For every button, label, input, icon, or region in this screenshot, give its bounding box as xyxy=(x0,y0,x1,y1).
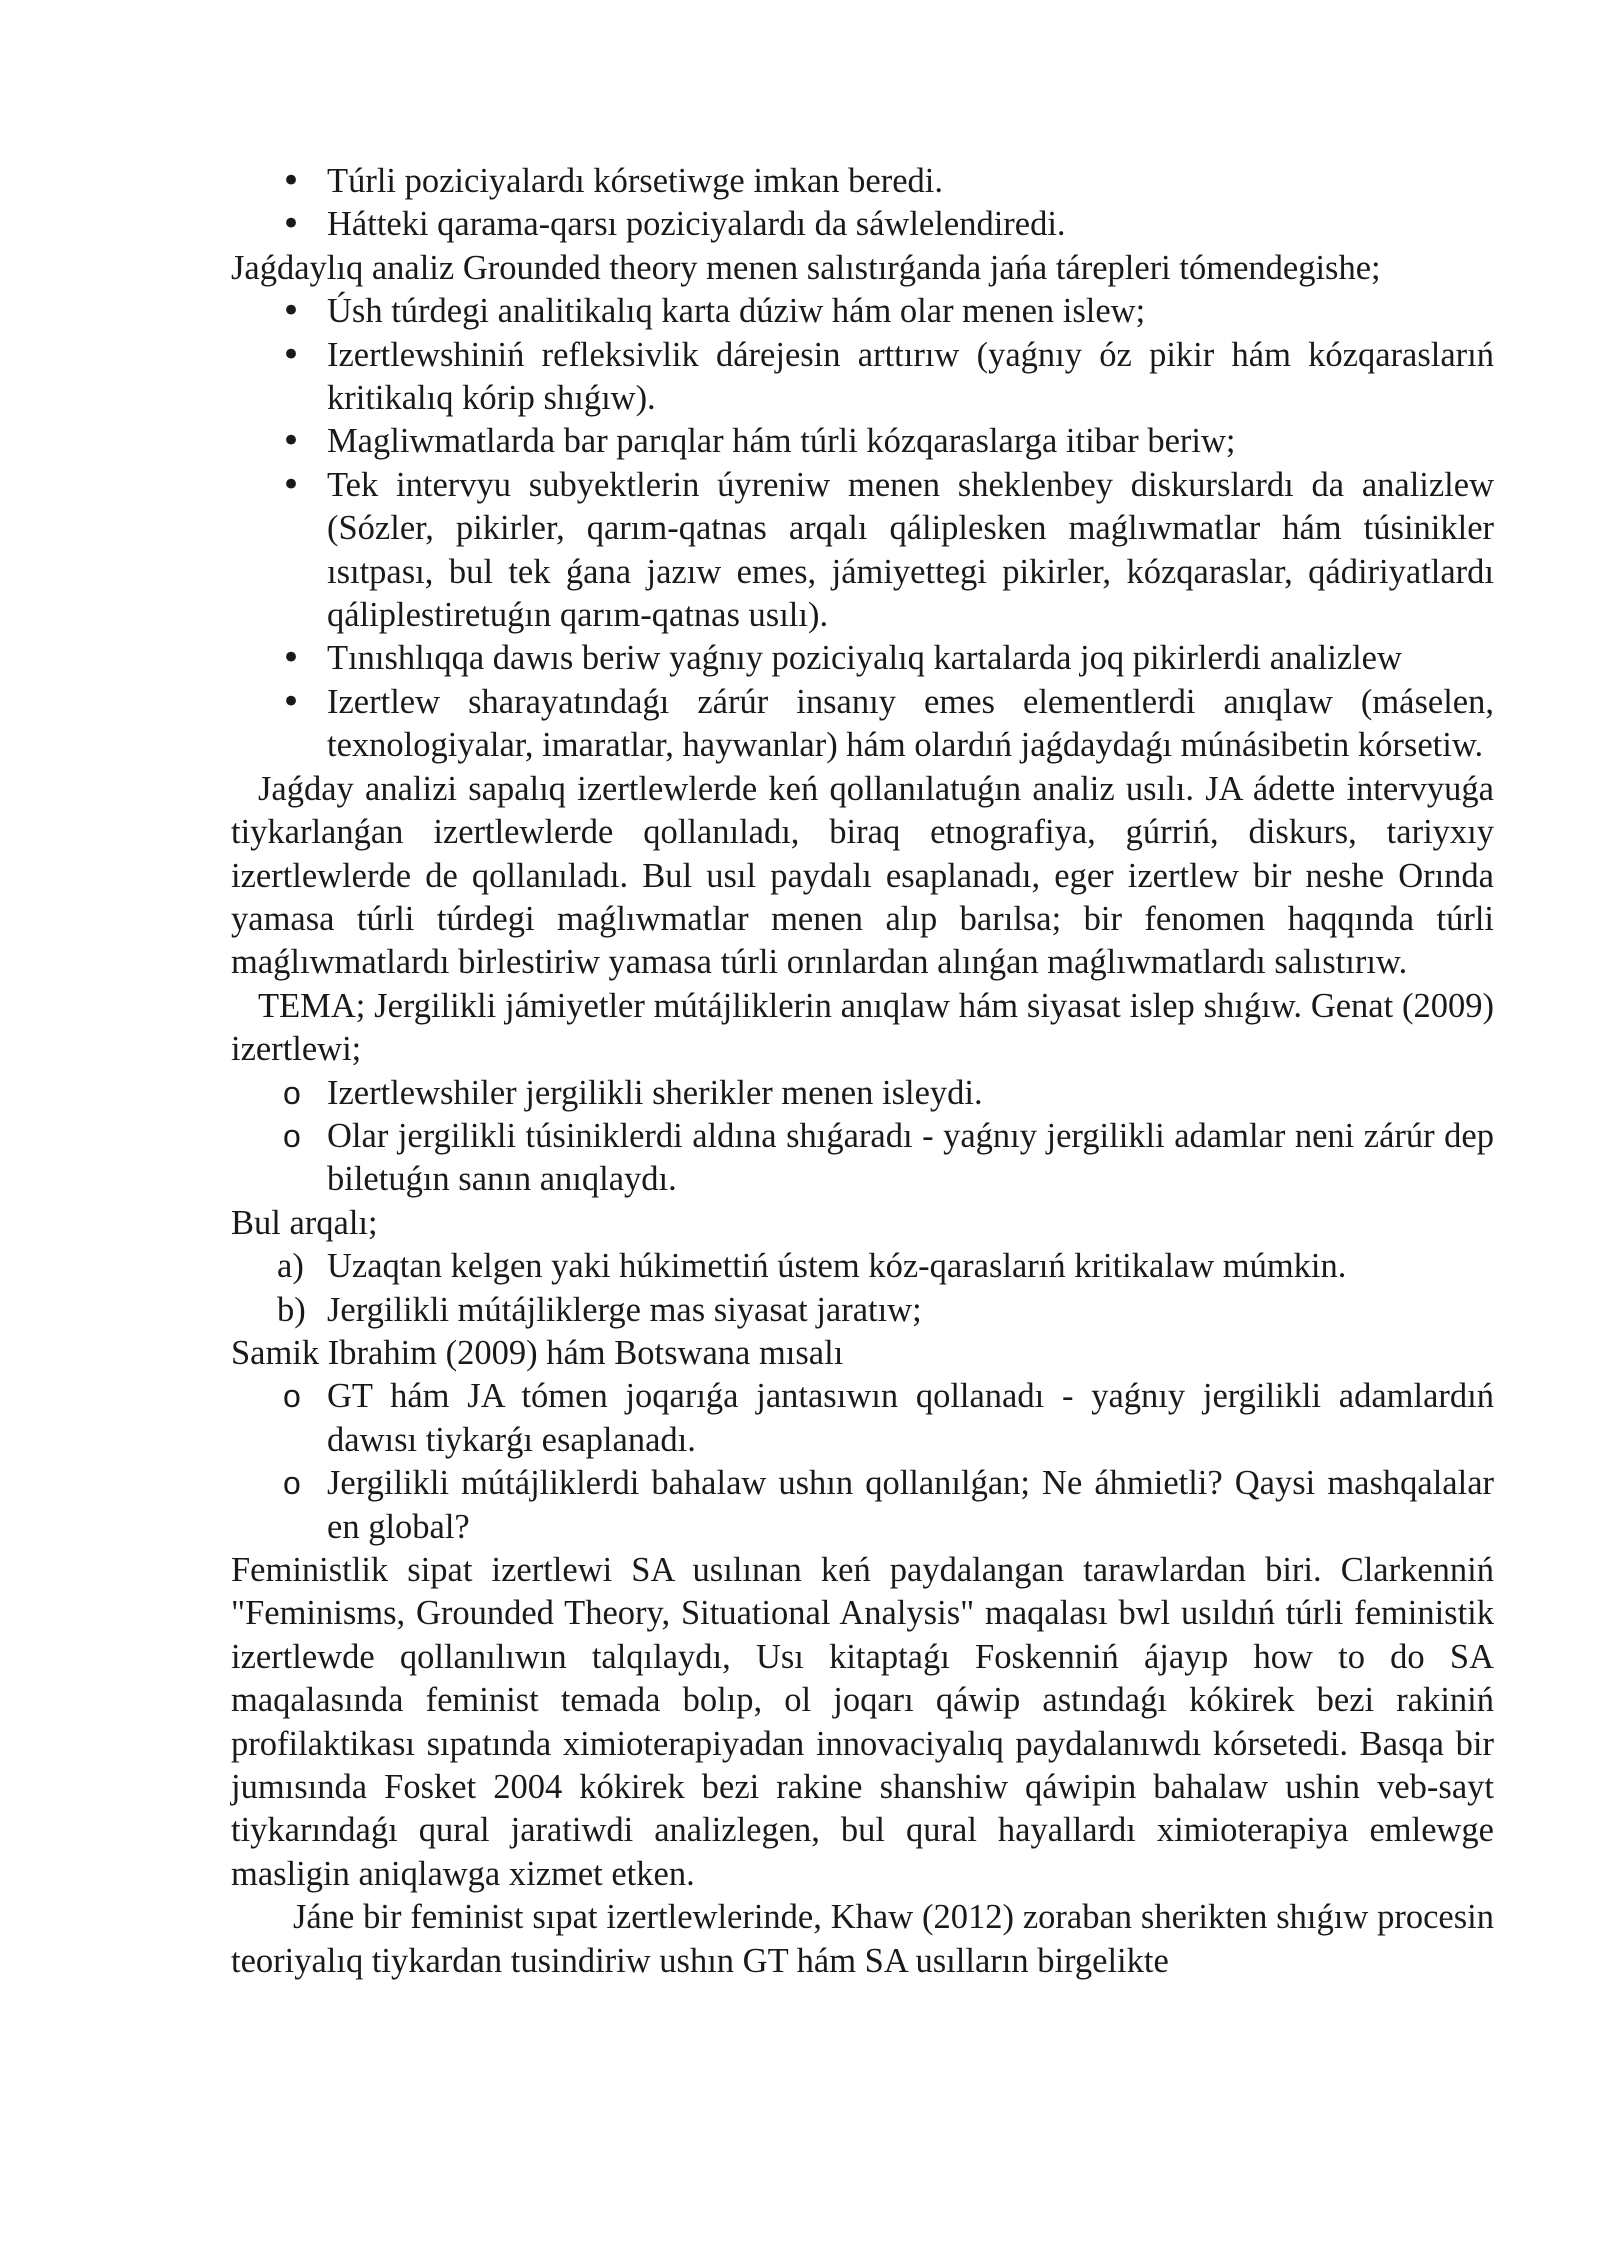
paragraph-intro: Jaǵdaylıq analiz Grounded theory menen salıstırǵanda jańa tárepleri tómendegishe; xyxy=(231,248,1381,287)
paragraph-khaw: Jáne bir feminist sıpat izertlewlerinde, Khaw (2012) zoraban sherikten shıǵıw procesin teoriyalıq tiykardan tusindiriw ushın GT hám SA usılların birgelikte xyxy=(231,1898,1494,1980)
list-item-text: Uzaqtan kelgen yaki húkimettiń ústem kóz-qaraslarıń kritikalaw múmkin. xyxy=(327,1247,1347,1286)
circle-marker: o xyxy=(283,1378,301,1415)
list-item xyxy=(231,290,1494,333)
list-item-text: Jergilikli mútájliklerge mas siyasat jaratıw; xyxy=(327,1290,922,1329)
bullet-marker: • xyxy=(281,161,302,201)
list-item xyxy=(231,420,1494,463)
list-item-text: GT hám JA tómen joqarıǵa jantasıwın qollanadı - yaǵnıy jergilikli adamlardıń dawısı tiykarǵı esaplanadı. xyxy=(327,1377,1494,1459)
list-item xyxy=(231,1115,1494,1202)
list-item xyxy=(231,637,1494,680)
list-item-text: Tınıshlıqqa dawıs beriw yaǵnıy poziciyalıq kartalarda joq pikirlerdi analizlew xyxy=(327,639,1402,678)
bullet-marker: • xyxy=(281,638,302,679)
list-item-text: Tek intervyu subyektlerin úyreniw menen sheklenbey diskurslardı da analizlew (Sózler, pikirler, qarım-qatnas arqalı qáliplesken maǵlıwmatlar hám túsinikler ısıtpası, bul tek ǵana jazıw emes, jámiyettegi pikirler, kózqaraslar, qádiriyatlardı qáliplestiretuǵın qarım-qatnas usılı). xyxy=(327,465,1494,635)
bullet-marker: • xyxy=(281,291,302,332)
list-item-text: Magliwmatlarda bar parıqlar hám túrli kózqaraslarga itibar beriw; xyxy=(327,422,1236,461)
paragraph-tema: TEMA; Jergilikli jámiyetler mútájliklerin anıqlaw hám siyasat islep shıǵıw. Genat (2009) izertlewi; xyxy=(231,986,1494,1069)
list-item-text: Túrli poziciyalardı kórsetiwge imkan beredi. xyxy=(327,162,943,200)
bullet-marker: • xyxy=(281,204,302,245)
bullet-list-main xyxy=(231,290,1494,767)
list-item xyxy=(231,464,1494,638)
alpha-marker: b) xyxy=(277,1290,306,1329)
list-item-text: Izertlewshiler jergilikli sherikler menen isleydi. xyxy=(327,1073,983,1112)
bullet-marker: • xyxy=(281,464,302,505)
paragraph-feminist: Feministlik sipat izertlewi SA usılınan keń paydalangan tarawlardan biri. Clarkenniń "Feminisms, Grounded Theory, Situational Analysis" maqalası bwl usıldıń túrli feministik izertlewde qollanılıwın talqılaydı, Usı kitaptaǵı Foskenniń ájayıp how to do SA maqalasında feminist temada bolıp, ol joqarı qáwip astındaǵı kókirek bezi rakiniń profilaktikası sıpatında ximioterapiyadan innovaciyalıq paydalanıwdı kórsetedi. Basqa bir jumısında Fosket 2004 kókirek bezi rakine shanshiw qáwipin bahalaw ushin veb-sayt tiykarındaǵı qural jaratiwdi analizlegen, bul qural hayallardı ximioterapiya emlewge masligin aniqlawga xizmet etken. xyxy=(231,1551,1494,1893)
list-item xyxy=(231,1072,1494,1115)
bullet-list-top xyxy=(231,160,1494,247)
bullet-marker: • xyxy=(281,421,302,462)
paragraph-samik: Samik Ibrahim (2009) hám Botswana mısalı xyxy=(231,1333,844,1372)
list-item xyxy=(231,334,1494,421)
list-item-text: Izertlewshiniń refleksivlik dárejesin arttırıw (yaǵnıy óz pikir hám kózqaraslarıń kritikalıq kórip shıǵıw). xyxy=(327,335,1494,418)
circle-marker: o xyxy=(283,1117,301,1154)
document-page xyxy=(231,160,1494,1983)
list-item xyxy=(231,160,1494,203)
list-item xyxy=(231,681,1494,768)
circle-marker: o xyxy=(283,1074,301,1111)
list-item-text: Izertlew sharayatındaǵı zárúr insanıy emes elementlerdi anıqlaw (máselen, texnologiyalar, imaratlar, haywanlar) hám olardıń jaǵdaydaǵı múnásibetin kórsetiw. xyxy=(327,682,1494,765)
list-item-text: Úsh túrdegi analitikalıq karta dúziw hám olar menen islew; xyxy=(327,292,1146,331)
circle-list-samik xyxy=(231,1375,1494,1549)
paragraph-ja: Jaǵday analizi sapalıq izertlewlerde keń qollanılatuǵın analiz usılı. JA ádette intervyuǵa tiykarlanǵan izertlewlerde qollanıladı, biraq etnografiya, gúrriń, diskurs, tariyxıy izertlewlerde de qollanıladı. Bul usıl paydalı esaplanadı, eger izertlew bir neshe Orında yamasa túrli túrdegi maǵlıwmatlar menen alıp barılsa; bir fenomen haqqında túrli maǵlıwmatlardı birlestiriw yamasa túrli orınlardan alınǵan maǵlıwmatlardı salıstırıw. xyxy=(231,769,1494,982)
list-item xyxy=(231,1289,1494,1332)
list-item xyxy=(231,1375,1494,1462)
list-item xyxy=(231,1245,1494,1288)
list-item xyxy=(231,1462,1494,1549)
alpha-list xyxy=(231,1245,1494,1332)
paragraph-bul: Bul arqalı; xyxy=(231,1203,378,1242)
circle-marker: o xyxy=(283,1465,301,1502)
list-item-text: Jergilikli mútájliklerdi bahalaw ushın qollanılǵan; Ne áhmietli? Qaysi mashqalalar en global? xyxy=(327,1464,1494,1546)
bullet-marker: • xyxy=(281,681,302,722)
circle-list-genat xyxy=(231,1072,1494,1202)
list-item-text: Hátteki qarama-qarsı poziciyalardı da sáwlelendiredi. xyxy=(327,205,1066,244)
alpha-marker: a) xyxy=(277,1247,304,1286)
list-item-text: Olar jergilikli túsiniklerdi aldına shıǵaradı - yaǵnıy jergilikli adamlar neni zárúr dep biletuǵın sanın anıqlaydı. xyxy=(327,1116,1494,1199)
list-item xyxy=(231,203,1494,246)
bullet-marker: • xyxy=(281,334,302,375)
